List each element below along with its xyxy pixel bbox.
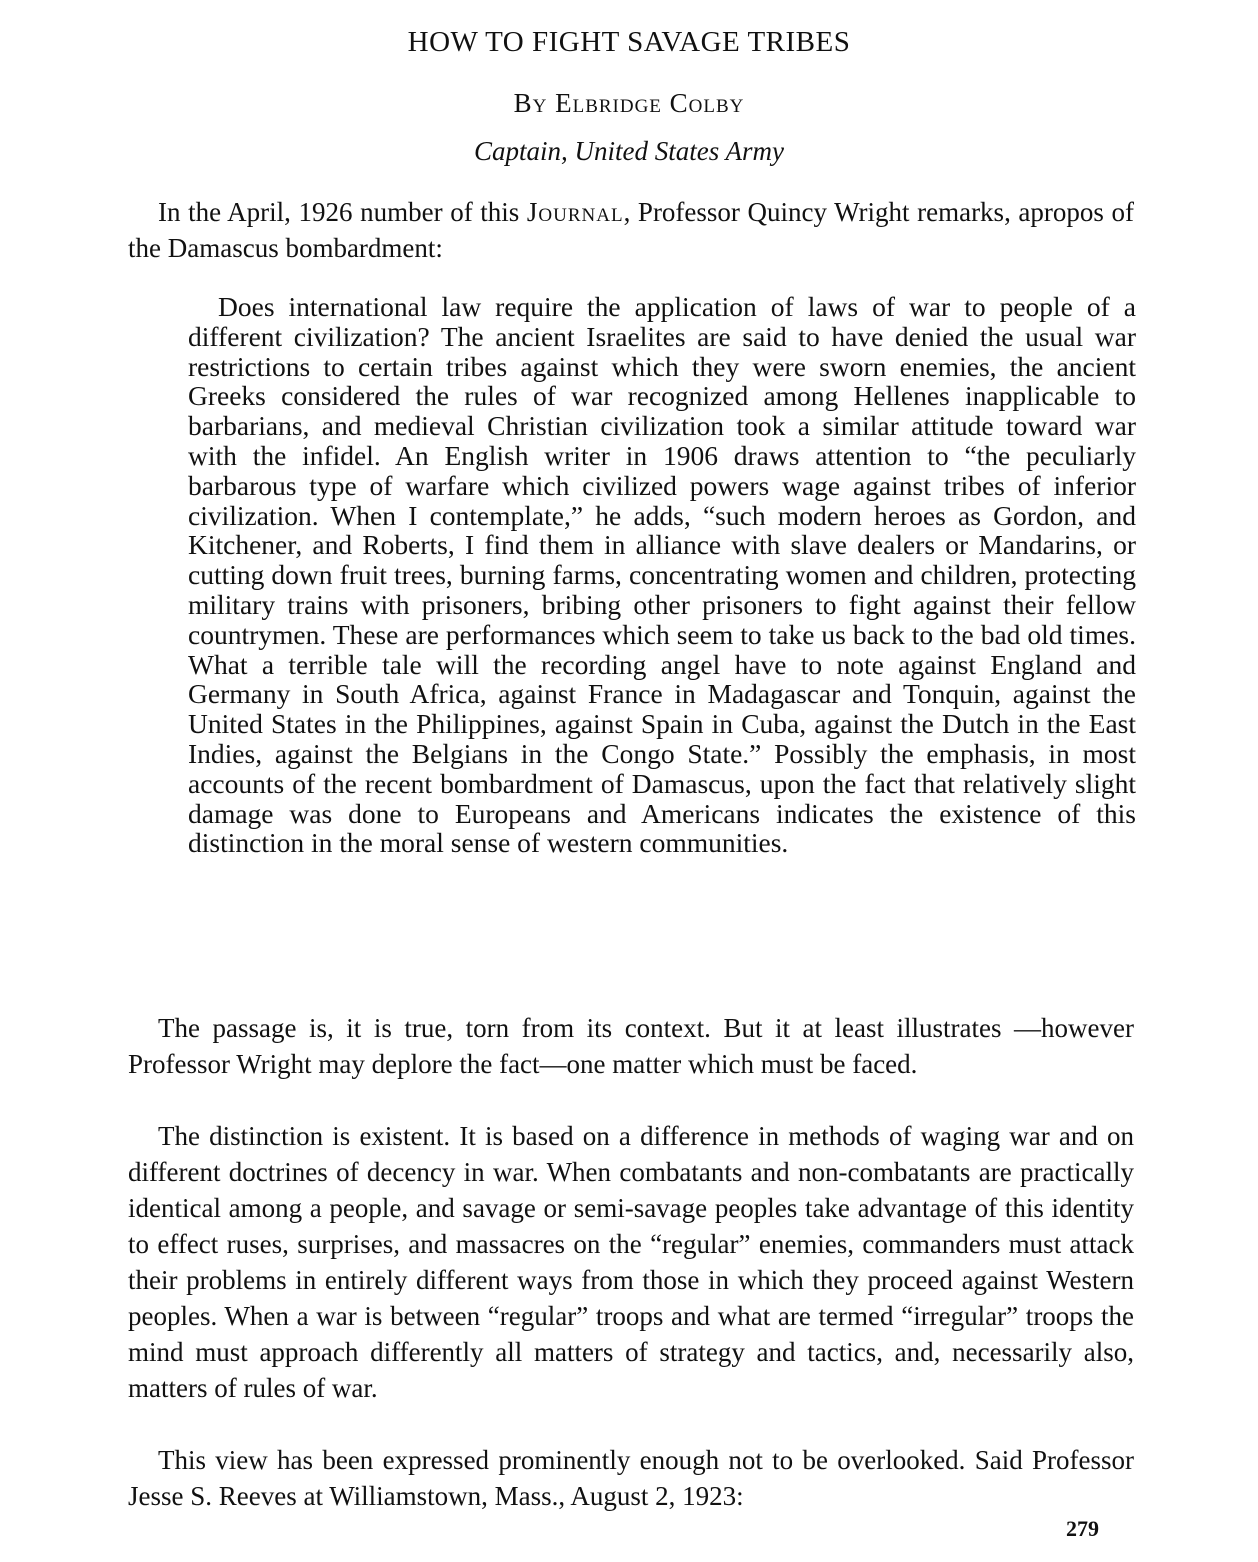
author-rank: Captain, United States Army: [474, 136, 784, 166]
intro-paragraph: [128, 194, 1134, 266]
block-quote: Does international law require the application of laws of war to people of a different civilization? The ancient Israelites are said to have denied the usual war restrictions to certain tribes against which they were sworn enemies, the ancient Greeks considered the rules of war recognized among Hellenes inapplicable to barbarians, and medieval Christian civilization took a similar attitude toward war with the infidel. An English writer in 1906 draws attention to “the peculiarly barbarous type of warfare which civilized powers wage against tribes of inferior civilization. When I contemplate,” he adds, “such modern heroes as Gordon, and Kitchener, and Roberts, I find them in alliance with slave dealers or Mandarins, or cutting down fruit trees, burning farms, concentrating women and children, protecting military trains with prisoners, bribing other prisoners to fight against their fellow countrymen. These are performances which seem to take us back to the bad old times. What a terrible tale will the recording angel have to note against England and Germany in South Africa, against France in Madagascar and Tonquin, against the United States in the Philippines, against Spain in Cuba, against the Dutch in the East Indies, against the Belgians in the Congo State.” Possibly the emphasis, in most accounts of the recent bombardment of Damascus, upon the fact that relatively slight damage was done to Europeans and Americans indicates the existence of this distinction in the moral sense of western communities.: [188, 291, 1136, 859]
body-paragraph-2: The distinction is existent. It is based on a difference in methods of waging war and on different doctrines of decency in war. When combatants and non-combatants are practically identical among a people, and savage or semi-savage peoples take advantage of this identity to effect ruses, surprises, and massacres on the “regular” enemies, commanders must attack their problems in entirely different ways from those in which they proceed against Western peoples. When a war is between “regular” troops and what are termed “irregular” troops the mind must approach differently all matters of strategy and tactics, and, necessarily also, matters of rules of war.: [128, 1121, 1134, 1403]
author-byline: By Elbridge Colby: [513, 88, 745, 118]
journal-name: Journal: [526, 197, 624, 227]
body-paragraph-3: This view has been expressed prominently enough not to be overlooked. Said Professor Jesse S. Reeves at Williamstown, Mass., August 2, 1923:: [128, 1445, 1134, 1511]
page-number: 279: [1066, 1516, 1099, 1541]
intro-text-before: In the April, 1926 number of this: [158, 197, 527, 227]
article-title: HOW TO FIGHT SAVAGE TRIBES: [407, 26, 851, 58]
body-paragraph-1: The passage is, it is true, torn from its context. But it at least illustrates —however Professor Wright may deplore the fact—one matter which must be faced.: [128, 1013, 1134, 1079]
intro-text-after: , Professor Quincy Wright remarks, apropos of the Damascus bombardment:: [128, 197, 1134, 263]
